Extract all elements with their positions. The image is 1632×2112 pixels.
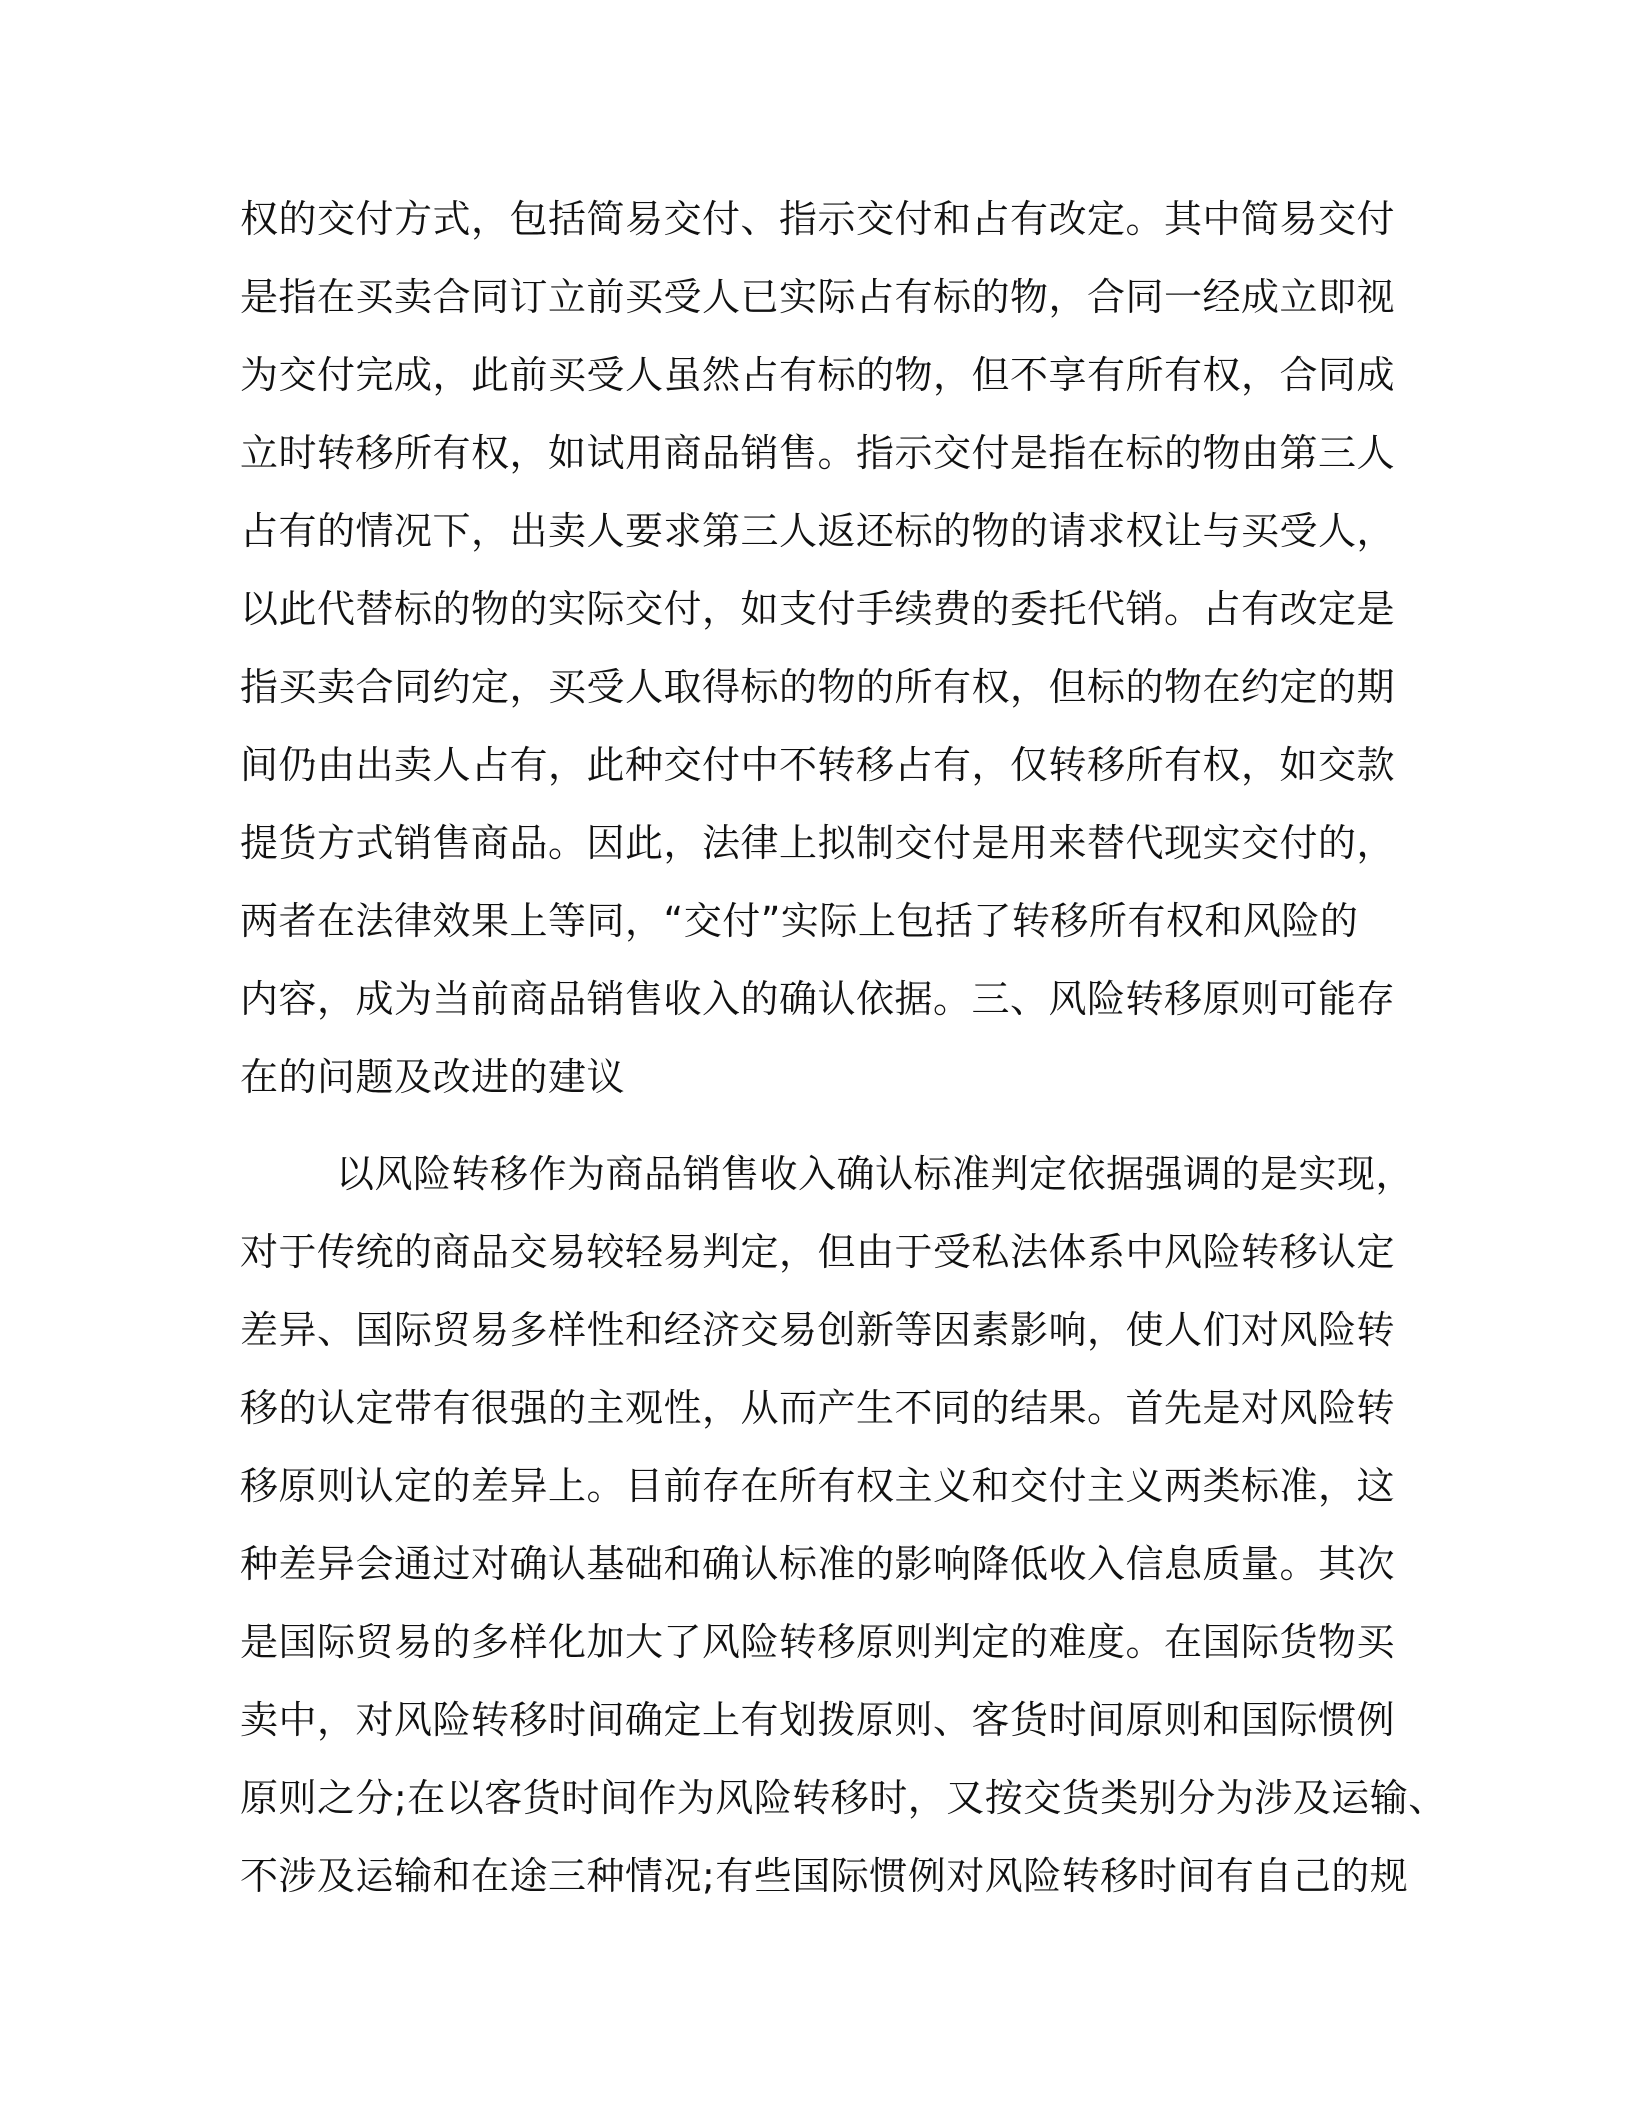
paragraph-line: 移的认定带有很强的主观性，从而产生不同的结果。首先是对风险转: [240, 1386, 1396, 1430]
paragraph-line: 以此代替标的物的实际交付，如支付手续费的委托代销。占有改定是: [240, 587, 1396, 631]
paragraph-2: [240, 1135, 1447, 1915]
paragraph-line: 不涉及运输和在途三种情况;有些国际惯例对风险转移时间有自己的规: [240, 1854, 1409, 1898]
paragraph-line: 内容，成为当前商品销售收入的确认依据。三、风险转移原则可能存: [240, 977, 1396, 1021]
paragraph-line: 占有的情况下，出卖人要求第三人返还标的物的请求权让与买受人，: [240, 509, 1396, 553]
paragraph-line: 间仍由出卖人占有，此种交付中不转移占有，仅转移所有权，如交款: [240, 743, 1396, 787]
paragraph-line: 种差异会通过对确认基础和确认标准的影响降低收入信息质量。其次: [240, 1542, 1396, 1586]
paragraph-line-first: 以风险转移作为商品销售收入确认标准判定依据强调的是实现，: [336, 1152, 1415, 1196]
paragraph-line: 立时转移所有权，如试用商品销售。指示交付是指在标的物由第三人: [240, 431, 1396, 475]
paragraph-line: 差异、国际贸易多样性和经济交易创新等因素影响，使人们对风险转: [240, 1308, 1396, 1352]
paragraph-line: 为交付完成，此前买受人虽然占有标的物，但不享有所有权，合同成: [240, 353, 1396, 397]
paragraph-line: 在的问题及改进的建议: [240, 1055, 626, 1099]
paragraph-line: 两者在法律效果上等同，“交付”实际上包括了转移所有权和风险的: [240, 899, 1359, 943]
paragraph-line: 是指在买卖合同订立前买受人已实际占有标的物，合同一经成立即视: [240, 275, 1396, 319]
paragraph-line: 原则之分;在以客货时间作为风险转移时，又按交货类别分为涉及运输、: [240, 1776, 1447, 1820]
paragraph-line: 移原则认定的差异上。目前存在所有权主义和交付主义两类标准，这: [240, 1464, 1396, 1508]
paragraph-line: 提货方式销售商品。因此，法律上拟制交付是用来替代现实交付的，: [240, 821, 1396, 865]
paragraph-line: 权的交付方式，包括简易交付、指示交付和占有改定。其中简易交付: [240, 197, 1396, 241]
paragraph-line: 卖中，对风险转移时间确定上有划拨原则、客货时间原则和国际惯例: [240, 1698, 1396, 1742]
paragraph-line: 对于传统的商品交易较轻易判定，但由于受私法体系中风险转移认定: [240, 1230, 1396, 1274]
paragraph-line: 指买卖合同约定，买受人取得标的物的所有权，但标的物在约定的期: [240, 665, 1396, 709]
paragraph-1: [240, 180, 1396, 1116]
paragraph-line: 是国际贸易的多样化加大了风险转移原则判定的难度。在国际货物买: [240, 1620, 1396, 1664]
